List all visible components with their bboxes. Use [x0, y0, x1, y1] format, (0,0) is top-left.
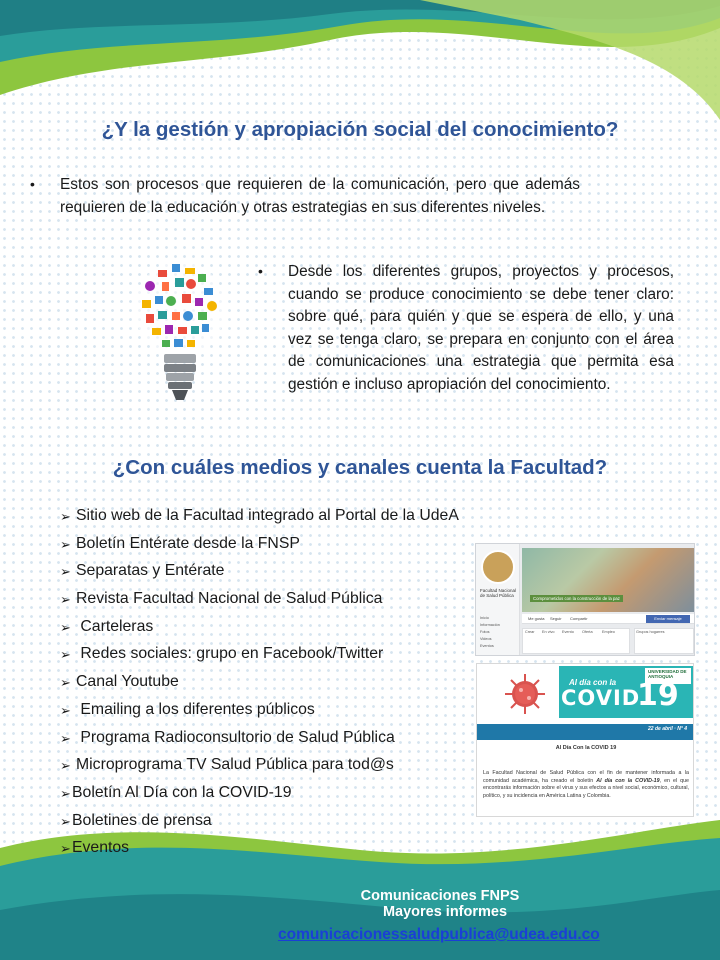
- facebook-follow-button: Seguir: [550, 616, 562, 621]
- facebook-menu-item: Fotos: [480, 630, 490, 634]
- list-item: ➢ Redes sociales: grupo en Facebook/Twitter: [60, 645, 384, 663]
- facebook-cover-caption: Comprometidos con la construcción de la paz: [530, 595, 623, 602]
- facebook-cover-photo: [522, 548, 694, 612]
- lightbulb-knowledge-illustration: [128, 256, 232, 412]
- newsletter-body: La Facultad Nacional de Salud Pública con el fin de mantener informada a la comunidad académica, ha creado el boletín Al día con la COVID-19, en el que encontrarás información sobre el virus y sus efectos a nivel social, económico, cultural, político, y su incidencia en América Latina y Colombia.: [483, 770, 689, 800]
- footer-line-comunicaciones: Comunicaciones FNPS: [360, 888, 520, 904]
- list-item: ➢ Emailing a los diferentes públicos: [60, 700, 315, 718]
- arrow-bullet-icon: ➢: [60, 564, 71, 580]
- arrow-bullet-icon: ➢: [60, 536, 71, 552]
- arrow-bullet-icon: ➢: [60, 647, 71, 663]
- facebook-page-screenshot: [475, 543, 695, 656]
- facebook-post-tab: Crear: [525, 630, 535, 634]
- paragraph-grupos-proyectos: Desde los diferentes grupos, proyectos y procesos, cuando se produce conocimiento se debe tener claro: sobre qué, para quién y que se espera de ello, y una vez se tenga claro, se prepara en conjunto con el área de comunicaciones una estrategia que permita esa gestión e incluso apropiación del conocimiento.: [288, 263, 674, 393]
- facebook-post-tab: En vivo: [542, 630, 555, 634]
- newsletter-banner-19-text: 19: [637, 678, 679, 713]
- list-item: ➢ Microprograma TV Salud Pública para tod@s: [60, 756, 394, 774]
- arrow-bullet-icon: ➢: [60, 509, 71, 524]
- list-item: ➢ Sitio web de la Facultad integrado al Portal de la UdeA: [60, 507, 459, 524]
- list-item: ➢ Programa Radioconsultorio de Salud Pública: [60, 728, 395, 746]
- facebook-post-tab: Oferta: [582, 630, 593, 634]
- facebook-page-name: Facultad Nacional de Salud Pública: [480, 588, 517, 598]
- arrow-bullet-icon: ➢: [60, 758, 71, 774]
- arrow-bullet-icon: ➢: [60, 813, 71, 829]
- section-heading-medios: ¿Con cuáles medios y canales cuenta la Facultad?: [112, 456, 608, 479]
- facebook-menu-item: Inicio: [480, 616, 489, 620]
- facebook-like-button: Me gusta: [528, 616, 545, 621]
- channels-list: [60, 507, 459, 867]
- facebook-message-button: Enviar mensaje: [646, 615, 690, 623]
- arrow-bullet-icon: ➢: [60, 702, 71, 718]
- avatar: [481, 550, 515, 584]
- facebook-menu-item: Información: [480, 623, 500, 627]
- arrow-bullet-icon: ➢: [60, 675, 71, 691]
- list-item: ➢ Canal Youtube: [60, 673, 179, 691]
- arrow-bullet-icon: ➢: [60, 730, 71, 746]
- udea-logo: UNIVERSIDAD DE ANTIOQUIA: [645, 668, 691, 684]
- virus-icon: [499, 672, 551, 716]
- paragraph-procesos: Estos son procesos que requieren de la comunicación, pero que además requieren de la educación y otras estrategias en sus diferentes niveles.: [60, 176, 580, 216]
- list-item: ➢ Boletín Al Día con la COVID-19: [60, 783, 292, 801]
- covid-newsletter-screenshot: [476, 663, 694, 817]
- bullet-dot: •: [258, 263, 263, 279]
- facebook-share-button: Compartir: [570, 616, 588, 621]
- arrow-bullet-icon: ➢: [60, 785, 71, 801]
- newsletter-banner-covid-text: COVID: [561, 686, 641, 710]
- list-item: ➢ Revista Facultad Nacional de Salud Pública: [60, 590, 383, 608]
- list-item: ➢ Eventos: [60, 839, 130, 857]
- bullet-dot: •: [30, 176, 35, 192]
- facebook-menu-item: Videos: [480, 637, 492, 641]
- arrow-bullet-icon: ➢: [60, 841, 71, 857]
- list-item: ➢ Boletines de prensa: [60, 811, 212, 829]
- facebook-post-tab: Evento: [562, 630, 574, 634]
- footer-line-informes: Mayores informes: [382, 904, 508, 920]
- facebook-post-tab: Empleo: [602, 630, 615, 634]
- newsletter-banner-small-text: Al día con la: [569, 678, 617, 687]
- newsletter-title: Al Día Con la COVID 19: [555, 745, 617, 751]
- section-heading-gestion: ¿Y la gestión y apropiación social del conocimiento?: [101, 118, 619, 141]
- newsletter-date: 22 de abril · N° 4: [648, 726, 687, 732]
- arrow-bullet-icon: ➢: [60, 619, 71, 635]
- footer-email-link[interactable]: comunicacionessaludpublica@udea.edu.co: [278, 926, 600, 943]
- facebook-menu-item: Eventos: [480, 644, 494, 648]
- list-item: ➢ Boletín Entérate desde la FNSP: [60, 534, 300, 552]
- list-item: ➢ Carteleras: [60, 617, 154, 635]
- arrow-bullet-icon: ➢: [60, 592, 71, 608]
- facebook-groups-title: Grupos hogarres: [636, 630, 665, 634]
- list-item: ➢ Separatas y Entérate: [60, 562, 225, 580]
